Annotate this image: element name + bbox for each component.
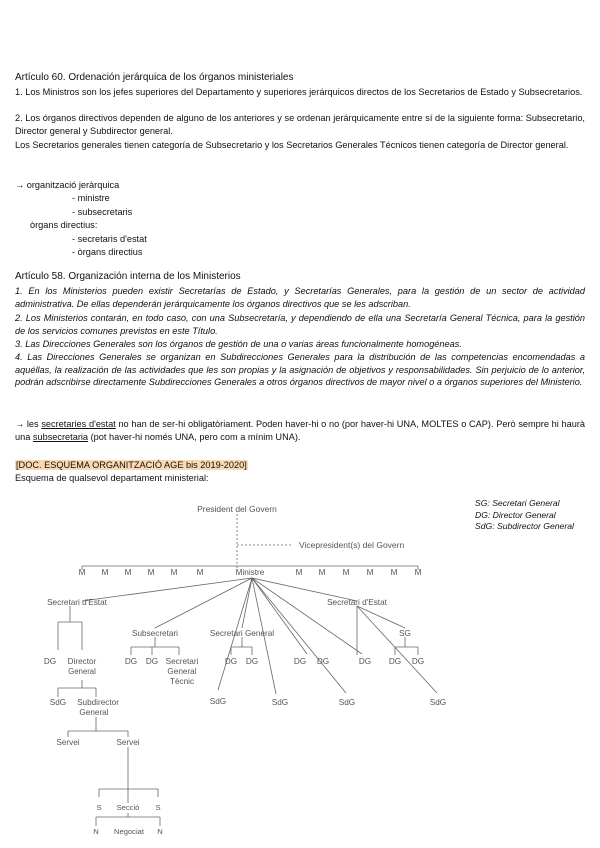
- node-m-9: M: [342, 568, 350, 577]
- legend-sg: SG: Secretari General: [475, 498, 560, 508]
- node-director: Director: [67, 657, 97, 666]
- node-sdg-3: SdG: [338, 698, 356, 707]
- node-sdg-1: SdG: [209, 697, 227, 706]
- notes1-line6: - òrgans directius: [72, 247, 143, 257]
- doc-heading: [15, 459, 585, 472]
- node-m-7: M: [295, 568, 303, 577]
- node-dg-sub-2: DG: [145, 657, 159, 666]
- node-ministre: Ministre: [235, 568, 265, 577]
- node-subdirector-general: General: [79, 708, 109, 717]
- node-sdg-2: SdG: [271, 698, 289, 707]
- notes2-underlined-2: subsecretaria: [32, 431, 89, 442]
- node-sdg-4: SdG: [429, 698, 447, 707]
- node-dg-sub-1: DG: [124, 657, 138, 666]
- node-m-5: M: [170, 568, 178, 577]
- node-president: President del Govern: [197, 504, 277, 514]
- doc-tag: [DOC. ESQUEMA ORGANITZACIÓ AGE bis 2019-2020]: [16, 460, 247, 470]
- node-m-8: M: [318, 568, 326, 577]
- node-secretari-estat-right: Secretari d'Estat: [327, 598, 387, 607]
- notes2-post: (pot haver-hi només UNA, pero com a mínim UNA).: [88, 431, 301, 442]
- notes2-underlined-1: secretaries d'estat: [41, 419, 116, 429]
- node-seccio: Secció: [116, 803, 140, 812]
- node-dg-sg-1: DG: [224, 657, 238, 666]
- node-s-1: S: [96, 803, 102, 812]
- notes1-line3: - subsecretaris: [72, 207, 133, 217]
- node-servei-2: Servei: [116, 738, 140, 747]
- node-dg-min-2: DG: [316, 657, 330, 666]
- node-m-2: M: [101, 568, 109, 577]
- art60-p3: Los Secretarios generales tienen categoría de Subsecretario y los Secretarios Generales Técnicos tienen categoría de Director general.: [15, 140, 569, 150]
- node-secretari-general: Secretari General: [209, 629, 275, 638]
- art58-title: Artículo 58. Organización interna de los Ministerios: [15, 271, 241, 282]
- node-s-2: S: [155, 803, 161, 812]
- node-m-10: M: [366, 568, 374, 577]
- node-m-4: M: [147, 568, 155, 577]
- node-sgt-2: General: [167, 667, 197, 676]
- node-m-1: M: [78, 568, 86, 577]
- node-dg-left: DG: [43, 657, 57, 666]
- legend-sdg: SdG: Subdirector General: [475, 521, 574, 531]
- node-secretari-estat-left: Secretari d'Estat: [47, 598, 107, 607]
- node-negociat: Negociat: [114, 827, 144, 836]
- legend-dg: DG: Director General: [475, 509, 556, 520]
- node-dg-sg-2: DG: [245, 657, 259, 666]
- art58-p1: 1. En los Ministerios pueden existir Secretarías de Estado, y Secretarías Generales, para la gestión de un sector de actividad administrativa. De ellas dependerán jerárquicamente los órganos directivos que se les adscriban.: [15, 286, 585, 309]
- art60-title: Artículo 60. Ordenación jerárquica de los órganos ministeriales: [15, 72, 294, 83]
- node-sgt-1: Secretari: [165, 657, 199, 666]
- node-vicepresident: Vicepresident(s) del Govern: [299, 540, 405, 550]
- art58-p4: 4. Las Direcciones Generales se organizan en Subdirecciones Generales para la distribución de las competencias encomendadas a aquéllas, la realización de las actividades que les son propias y la asignación de objetivos y responsabilidades. Sin perjuicio de lo anterior, podrán adscribirse directamente Subdirecciones Generales a otros órganos directivos de mayor nivel o a órganos superiores del Ministerio.: [15, 352, 585, 388]
- notes1-line4: òrgans directius:: [30, 220, 98, 230]
- node-m-3: M: [124, 568, 132, 577]
- art60-p1: 1. Los Ministros son los jefes superiores del Departamento y superiores jerárquicos directos de los Secretarios de Estado y Subsecretarios.: [15, 87, 583, 97]
- node-dg-sg-right-1: DG: [388, 657, 402, 666]
- node-sgt-3: Tècnic: [169, 677, 195, 686]
- node-m-12: M: [414, 568, 422, 577]
- node-dg-se-right: DG: [358, 657, 372, 666]
- art60-p2: 2. Los órganos directivos dependen de alguno de los anteriores y se ordenan jerárquicamente entre sí de la siguiente forma: Subsecretario, Director general y Subdirector general.: [15, 113, 585, 136]
- notes1-line5: - secretaris d'estat: [72, 234, 147, 244]
- notes2-pre: → les: [15, 419, 42, 429]
- node-sg: SG: [399, 629, 411, 638]
- node-subdirector: Subdirector: [77, 698, 119, 707]
- diagram-legend: [475, 498, 574, 533]
- node-n-2: N: [157, 827, 163, 836]
- art58-p2: 2. Los Ministerios contarán, en todo caso, con una Subsecretaría, y dependiendo de ella una Secretaría General Técnica, para la gestión de los servicios comunes previstos en este Título.: [15, 313, 585, 336]
- node-m-6: M: [196, 568, 204, 577]
- art58-p3: 3. Las Direcciones Generales son los órganos de gestión de una o varias áreas funcionalmente homogéneas.: [15, 339, 462, 349]
- doc-subtitle: Esquema de qualsevol departament ministerial:: [15, 473, 209, 483]
- node-subsecretari: Subsecretari: [132, 629, 178, 638]
- node-m-11: M: [390, 568, 398, 577]
- node-director-general: General: [68, 667, 96, 676]
- org-chart-lines: [58, 514, 437, 826]
- node-dg-min-1: DG: [293, 657, 307, 666]
- notes2: [15, 418, 585, 443]
- node-n-1: N: [93, 827, 99, 836]
- node-sdg-left: SdG: [49, 698, 67, 707]
- node-servei-1: Servei: [56, 738, 80, 747]
- notes2-mid: no han de ser-hi obligatòriament. Poden haver-hi o no (por haver-hi UNA, MOLTES o CAP). Però sempre hi haurà una: [15, 419, 585, 442]
- notes1-line2: - ministre: [72, 193, 110, 203]
- node-dg-sg-right-2: DG: [411, 657, 425, 666]
- notes1-line1: → organització jeràrquica: [15, 180, 120, 190]
